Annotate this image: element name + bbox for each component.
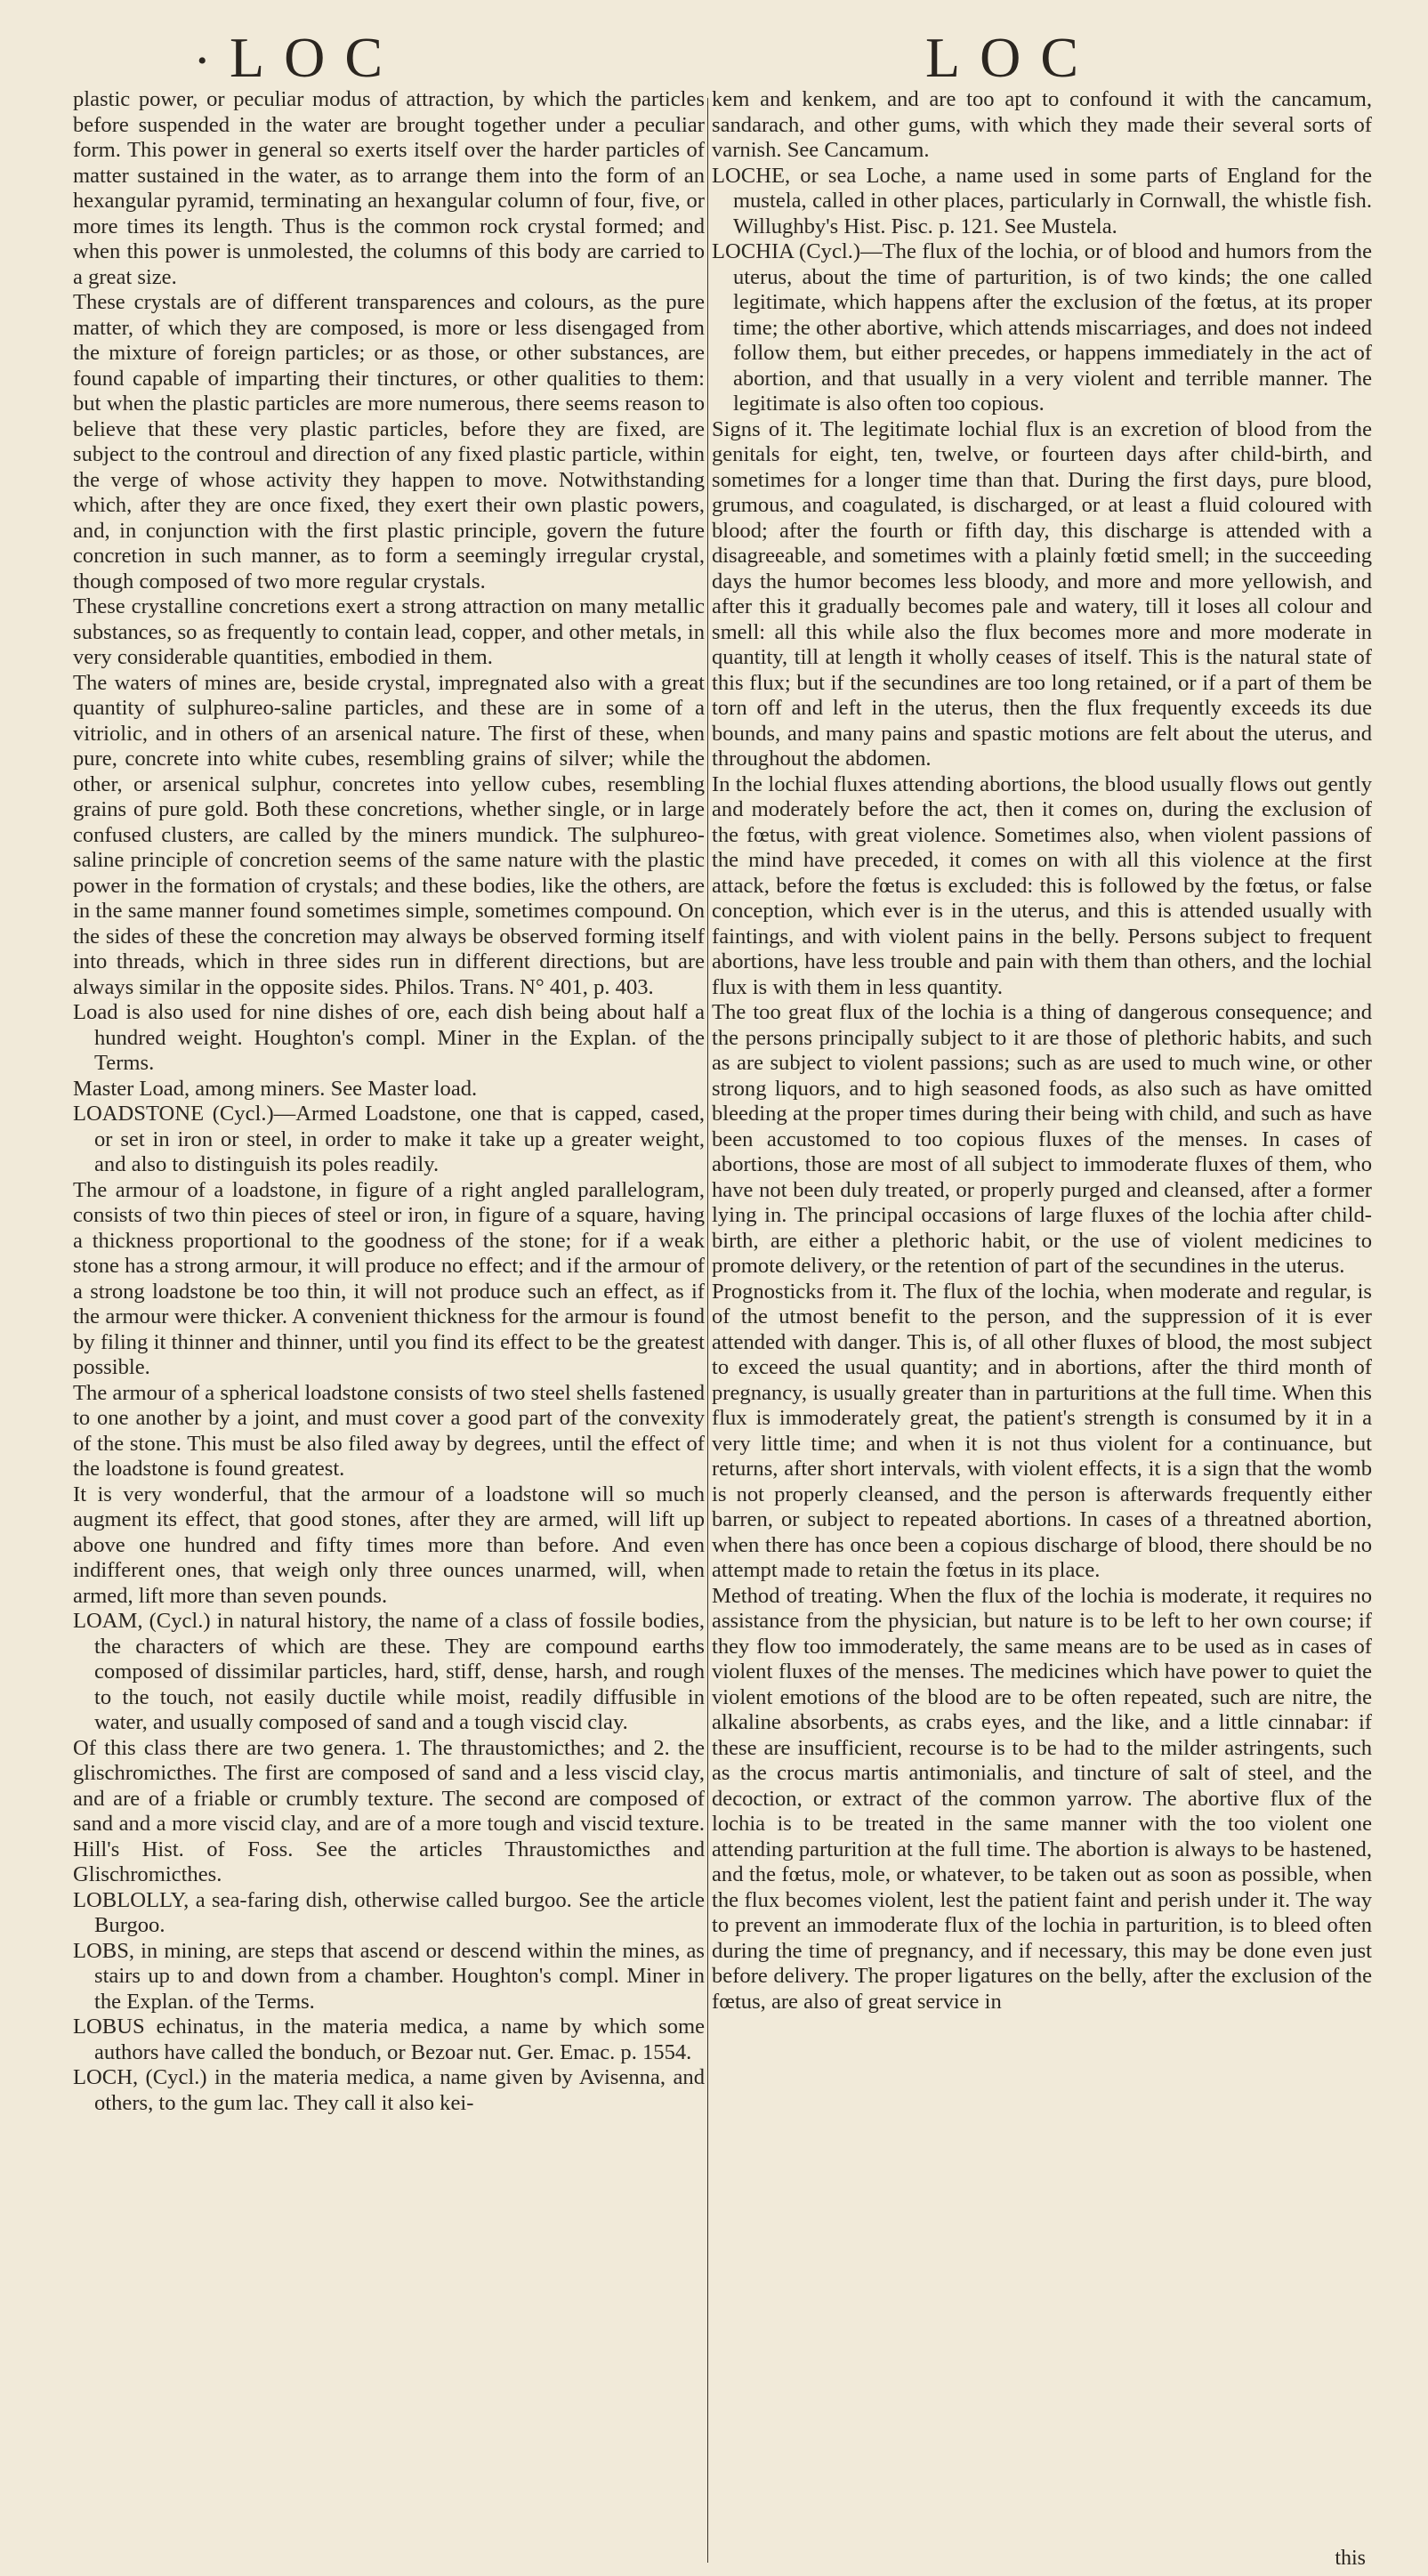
paragraph: plastic power, or peculiar modus of attraction, by which the particles before suspended in the water are brought together under a peculiar form. This power in general so exerts itself over the harder particles of matter sustained in the water, as to arrange them into the form of an hexangular pyramid, terminating an hexangular column of four, five, or more times its length. Thus is the common rock crystal formed; and when this power is unmolested, the columns of this body are carried to a great size. xyxy=(73,87,705,289)
entry-lobus: LOBUS echinatus, in the materia medica, a name by which some authors have called the bonduch, or Bezoar nut. Ger. Emac. p. 1554. xyxy=(73,2015,705,2064)
paragraph: kem and kenkem, and are too apt to confound it with the cancamum, sandarach, and other gums, with which they made their several sorts of varnish. See Cancamum. xyxy=(712,87,1372,162)
running-head-left: LOC xyxy=(230,26,402,89)
entry-load: Load is also used for nine dishes of ore, each dish being about half a hundred weight. Houghton's compl. Miner in the Explan. of the Terms. xyxy=(73,1000,705,1075)
entry-loadstone: LOADSTONE (Cycl.)—Armed Loadstone, one that is capped, cased, or set in iron or steel, in order to make it take up a greater weight, and also to distinguish its poles readily. xyxy=(73,1102,705,1176)
left-column xyxy=(73,87,705,2116)
right-column xyxy=(712,87,1372,2015)
running-head-right: LOC xyxy=(925,26,1098,89)
entry-loch: LOCH, (Cycl.) in the materia medica, a name given by Avisenna, and others, to the gum lac. They call it also kei- xyxy=(73,2065,705,2115)
paragraph: The too great flux of the lochia is a thing of dangerous consequence; and the persons principally subject to it are those of plethoric habits, and such as are subject to violent passions; such as are used to much wine, or other strong liquors, and to high seasoned foods, as also such as have omitted bleeding at the proper times during their being with child, and such as have been accustomed to too copious fluxes of the menses. In cases of abortions, those are most of all subject to immoderate fluxes of them, who have not been duly treated, or properly purged and cleansed, after a former lying in. The principal occasions of large fluxes of the lochia after child-birth, are either a plethoric habit, or the use of violent medicines to promote delivery, or the retention of part of the secundines in the uterus. xyxy=(712,1000,1372,1278)
column-divider xyxy=(707,98,708,2563)
entry-loche: LOCHE, or sea Loche, a name used in some parts of England for the mustela, called in other places, particularly in Cornwall, the whistle fish. Willughby's Hist. Pisc. p. 121. See Mustela. xyxy=(712,163,1372,238)
paragraph: Of this class there are two genera. 1. The thraustomicthes; and 2. the glischromicthes. The first are composed of sand and a less viscid clay, and are of a friable or crumbly texture. The second are composed of sand and a more viscid clay, and are of a more tough and viscid texture. Hill's Hist. of Foss. See the articles Thraustomicthes and Glischromicthes. xyxy=(73,1735,705,1886)
catchword: this xyxy=(1335,2547,1366,2570)
entry-lochia: LOCHIA (Cycl.)—The flux of the lochia, or of blood and humors from the uterus, about the time of parturition, is of two kinds; the one called legitimate, which happens after the exclusion of the fœtus, at its proper time; the other abortive, which attends miscarriages, and does not indeed follow them, but either precedes, or happens immediately in the act of abortion, and that usually in a very violent and terrible manner. The legitimate is also often too copious. xyxy=(712,239,1372,416)
paragraph: The armour of a spherical loadstone consists of two steel shells fastened to one another by a joint, and must cover a good part of the convexity of the stone. This must be also filed away by degrees, until the effect of the loadstone is found greatest. xyxy=(73,1380,705,1481)
entry-loblolly: LOBLOLLY, a sea-faring dish, otherwise called burgoo. See the article Burgoo. xyxy=(73,1887,705,1937)
paragraph: These crystalline concretions exert a strong attraction on many metallic substances, so as frequently to contain lead, copper, and other metals, in very considerable quantities, embodied in them. xyxy=(73,594,705,669)
entry-lobs: LOBS, in mining, are steps that ascend or descend within the mines, as stairs up to and down from a chamber. Houghton's compl. Miner in the Explan. of the Terms. xyxy=(73,1938,705,2014)
paragraph: The armour of a loadstone, in figure of a right angled parallelogram, consists of two thin pieces of steel or iron, in figure of a square, having a thickness proportional to the goodness of the stone; for if a weak stone has a strong armour, it will produce no effect; and if the armour of a strong loadstone be too thin, it will not produce such an effect, as if the armour were thicker. A convenient thickness for the armour is found by filing it thinner and thinner, until you find its effect to be the greatest possible. xyxy=(73,1177,705,1379)
paragraph: These crystals are of different transparences and colours, as the pure matter, of which they are composed, is more or less disengaged from the mixture of foreign particles; or as those, or other substances, are found capable of imparting their tinctures, or other qualities to them: but when the plastic particles are more numerous, there seems reason to believe that these very plastic particles, before they are fixed, are subject to the controul and direction of any fixed plastic particle, within the verge of whose activity they happen to move. Notwithstanding which, after they are once fixed, they exert their own plastic powers, and, in conjunction with the first plastic principle, govern the future concretion in such manner, as to form a seemingly irregular crystal, though composed of two more regular crystals. xyxy=(73,290,705,594)
paragraph-prognosticks: Prognosticks from it. The flux of the lochia, when moderate and regular, is of the utmost benefit to the person, and the suppression of it is ever attended with danger. This is, of all other fluxes of blood, the most subject to exceed the usual quantity; and in abortions, after the third month of pregnancy, is usually greater than in parturitions at the full time. When this flux is immoderately great, the patient's strength is consumed by it in a very little time; and when it is not thus violent for a continuance, but returns, after short intervals, with violent effects, it is a sign that the womb is not properly cleansed, and the person is afterwards frequently either barren, or subject to repeated abortions. In cases of a threatned abortion, when there has once been a copious discharge of blood, there should be no attempt made to retain the fœtus in its place. xyxy=(712,1279,1372,1582)
entry-master-load: Master Load, among miners. See Master load. xyxy=(73,1076,478,1101)
paragraph-signs: Signs of it. The legitimate lochial flux is an excretion of blood from the genitals for eight, ten, twelve, or fourteen days after child-birth, and sometimes for a longer time than that. During the first days, pure blood, grumous, and coagulated, is discharged, or at least a fluid coloured with blood; after the fourth or fifth day, this discharge is attended with a disagreeable, and sometimes with a plainly fœtid smell; in the succeeding days the humor becomes less bloody, and more and more yellowish, and after this it gradually becomes pale and watery, till it loses all colour and smell: all this while also the flux becomes more and more moderate in quantity, till at length it wholly ceases of itself. This is the natural state of this flux; but if the secundines are too long retained, or if a part of them be torn off and left in the uterus, then the flux frequently exceeds its due bounds, and many pains and spastic motions are felt about the uterus, and throughout the abdomen. xyxy=(712,416,1372,771)
paragraph: The waters of mines are, beside crystal, impregnated also with a great quantity of sulphureo-saline particles, and these are in some of a vitriolic, and in others of an arsenical nature. The first of these, when pure, concrete into white cubes, resembling grains of silver; while the other, or arsenical sulphur, concretes into yellow cubes, resembling grains of pure gold. Both these concretions, whether single, or in large confused clusters, are called by the miners mundick. The sulphureo-saline principle of concretion seems of the same nature with the plastic power in the formation of crystals; and these bodies, like the others, are in the same manner found sometimes simple, sometimes compound. On the sides of these the concretion may always be observed forming itself into threads, which in three sides run in different directions, but are always similar in the opposite sides. Philos. Trans. N° 401, p. 403. xyxy=(73,670,705,999)
paragraph-method: Method of treating. When the flux of the lochia is moderate, it requires no assistance from the physician, but nature is to be left to her own course; if they flow too immoderately, the same means are to be used as in cases of violent fluxes of the menses. The medicines which have power to quiet the violent emotions of the blood are to be often repeated, such are nitre, the alkaline absorbents, as crabs eyes, and the like, and a little cinnabar: if these are insufficient, recourse is to be had to the milder astringents, such as the crocus martis antimonialis, and tincture of salt of steel, and the decoction, or extract of the common yarrow. The abortive flux of the lochia is to be treated in the same manner with the too violent one attending parturition at the full time. The abortion is always to be hastened, and the fœtus, mole, or whatever, to be taken out as soon as possible, when the flux becomes violent, lest the patient faint and perish under it. The way to prevent an immoderate flux of the lochia in parturition, is to bleed often during the time of pregnancy, and if necessary, this may be done even just before delivery. The proper ligatures on the belly, after the exclusion of the fœtus, are also of great service in xyxy=(712,1583,1372,2014)
paragraph: In the lochial fluxes attending abortions, the blood usually flows out gently and moderately before the act, then it comes on, during the exclusion of the fœtus, with great violence. Sometimes also, when violent passions of the mind have preceded, it comes on with all this violence at the first attack, before the fœtus is excluded: this is followed by the fœtus, or false conception, which ever is in the uterus, and this is attended usually with faintings, and with violent pains in the belly. Persons subject to frequent abortions, have less trouble and pain with them than others, and the lochial flux is with them in less quantity. xyxy=(712,771,1372,999)
entry-loam: LOAM, (Cycl.) in natural history, the name of a class of fossile bodies, the characters of which are these. They are compound earths composed of dissimilar particles, hard, stiff, dense, harsh, and rough to the touch, not easily ductile while moist, readily diffusible in water, and usually composed of sand and a tough viscid clay. xyxy=(73,1609,705,1734)
header-bullet: • xyxy=(198,46,207,76)
page-header xyxy=(0,16,1428,87)
paragraph: It is very wonderful, that the armour of a loadstone will so much augment its effect, that good stones, after they are armed, will lift up above one hundred and fifty times more than before. And even indifferent ones, that weigh only three ounces unarmed, will, when armed, lift more than seven pounds. xyxy=(73,1482,705,1608)
